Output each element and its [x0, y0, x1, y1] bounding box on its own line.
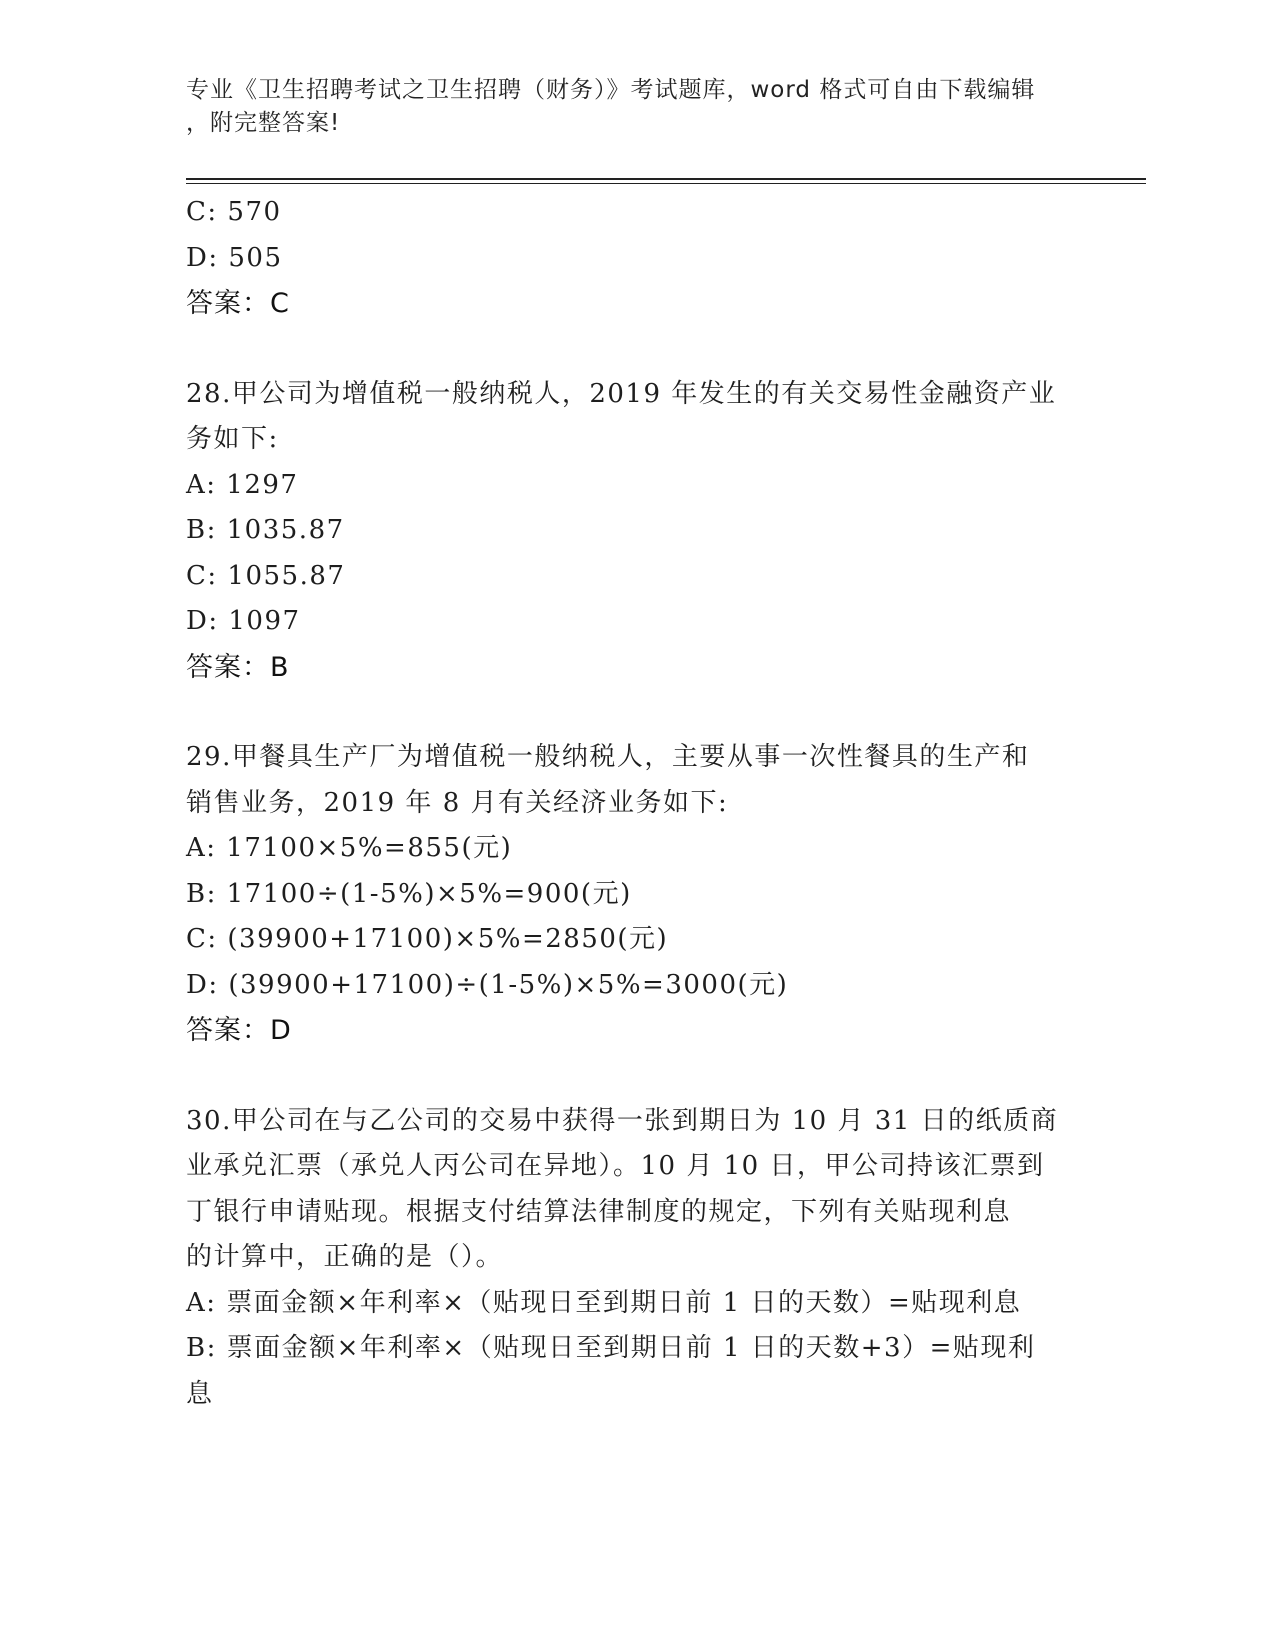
header-divider-thin	[186, 183, 1146, 184]
question-text-line: 业承兑汇票（承兑人丙公司在异地）。10 月 10 日，甲公司持该汇票到	[186, 1151, 1045, 1181]
header-line-2: ，附完整答案!	[186, 110, 341, 136]
option-a: A: 17100×5%=855(元)	[186, 833, 513, 863]
question-text-line: 28.甲公司为增值税一般纳税人，2019 年发生的有关交易性金融资产业	[186, 378, 1057, 409]
question-text-line: 30.甲公司在与乙公司的交易中获得一张到期日为 10 月 31 日的纸质商	[186, 1105, 1059, 1136]
option-b: B: 票面金额×年利率×（贴现日至到期日前 1 日的天数+3）=贴现利	[186, 1333, 1036, 1363]
previous-question-tail	[186, 190, 1086, 327]
option-c: C: (39900+17100)×5%=2850(元)	[186, 924, 669, 954]
question-text-line: 务如下:	[186, 424, 279, 454]
page-header	[186, 74, 1086, 140]
answer-line: 答案：C	[186, 288, 290, 319]
answer-line: 答案：D	[186, 1015, 292, 1046]
question-30	[186, 1099, 1086, 1418]
option-b-continued: 息	[186, 1378, 214, 1409]
question-text-line: 销售业务，2019 年 8 月有关经济业务如下:	[186, 787, 729, 818]
option-a: A: 1297	[186, 469, 299, 500]
header-line-1: 专业《卫生招聘考试之卫生招聘（财务）》考试题库，word 格式可自由下载编辑	[186, 77, 1036, 103]
option-c: C: 570	[186, 197, 282, 227]
question-28	[186, 372, 1086, 691]
question-text-line: 丁银行申请贴现。根据支付结算法律制度的规定，下列有关贴现利息	[186, 1196, 1012, 1227]
option-d: D: 505	[186, 242, 283, 273]
answer-line: 答案：B	[186, 651, 290, 683]
document-body	[186, 190, 1086, 1417]
option-b: B: 1035.87	[186, 515, 345, 545]
header-divider	[186, 178, 1146, 180]
option-b: B: 17100÷(1-5%)×5%=900(元)	[186, 878, 632, 909]
question-29	[186, 735, 1086, 1054]
question-text-line: 的计算中，正确的是（）。	[186, 1242, 504, 1272]
option-a: A: 票面金额×年利率×（贴现日至到期日前 1 日的天数）=贴现利息	[186, 1287, 1022, 1318]
option-d: D: (39900+17100)÷(1-5%)×5%=3000(元)	[186, 969, 789, 1000]
option-d: D: 1097	[186, 606, 301, 636]
question-text-line: 29.甲餐具生产厂为增值税一般纳税人，主要从事一次性餐具的生产和	[186, 742, 1030, 772]
option-c: C: 1055.87	[186, 560, 346, 591]
